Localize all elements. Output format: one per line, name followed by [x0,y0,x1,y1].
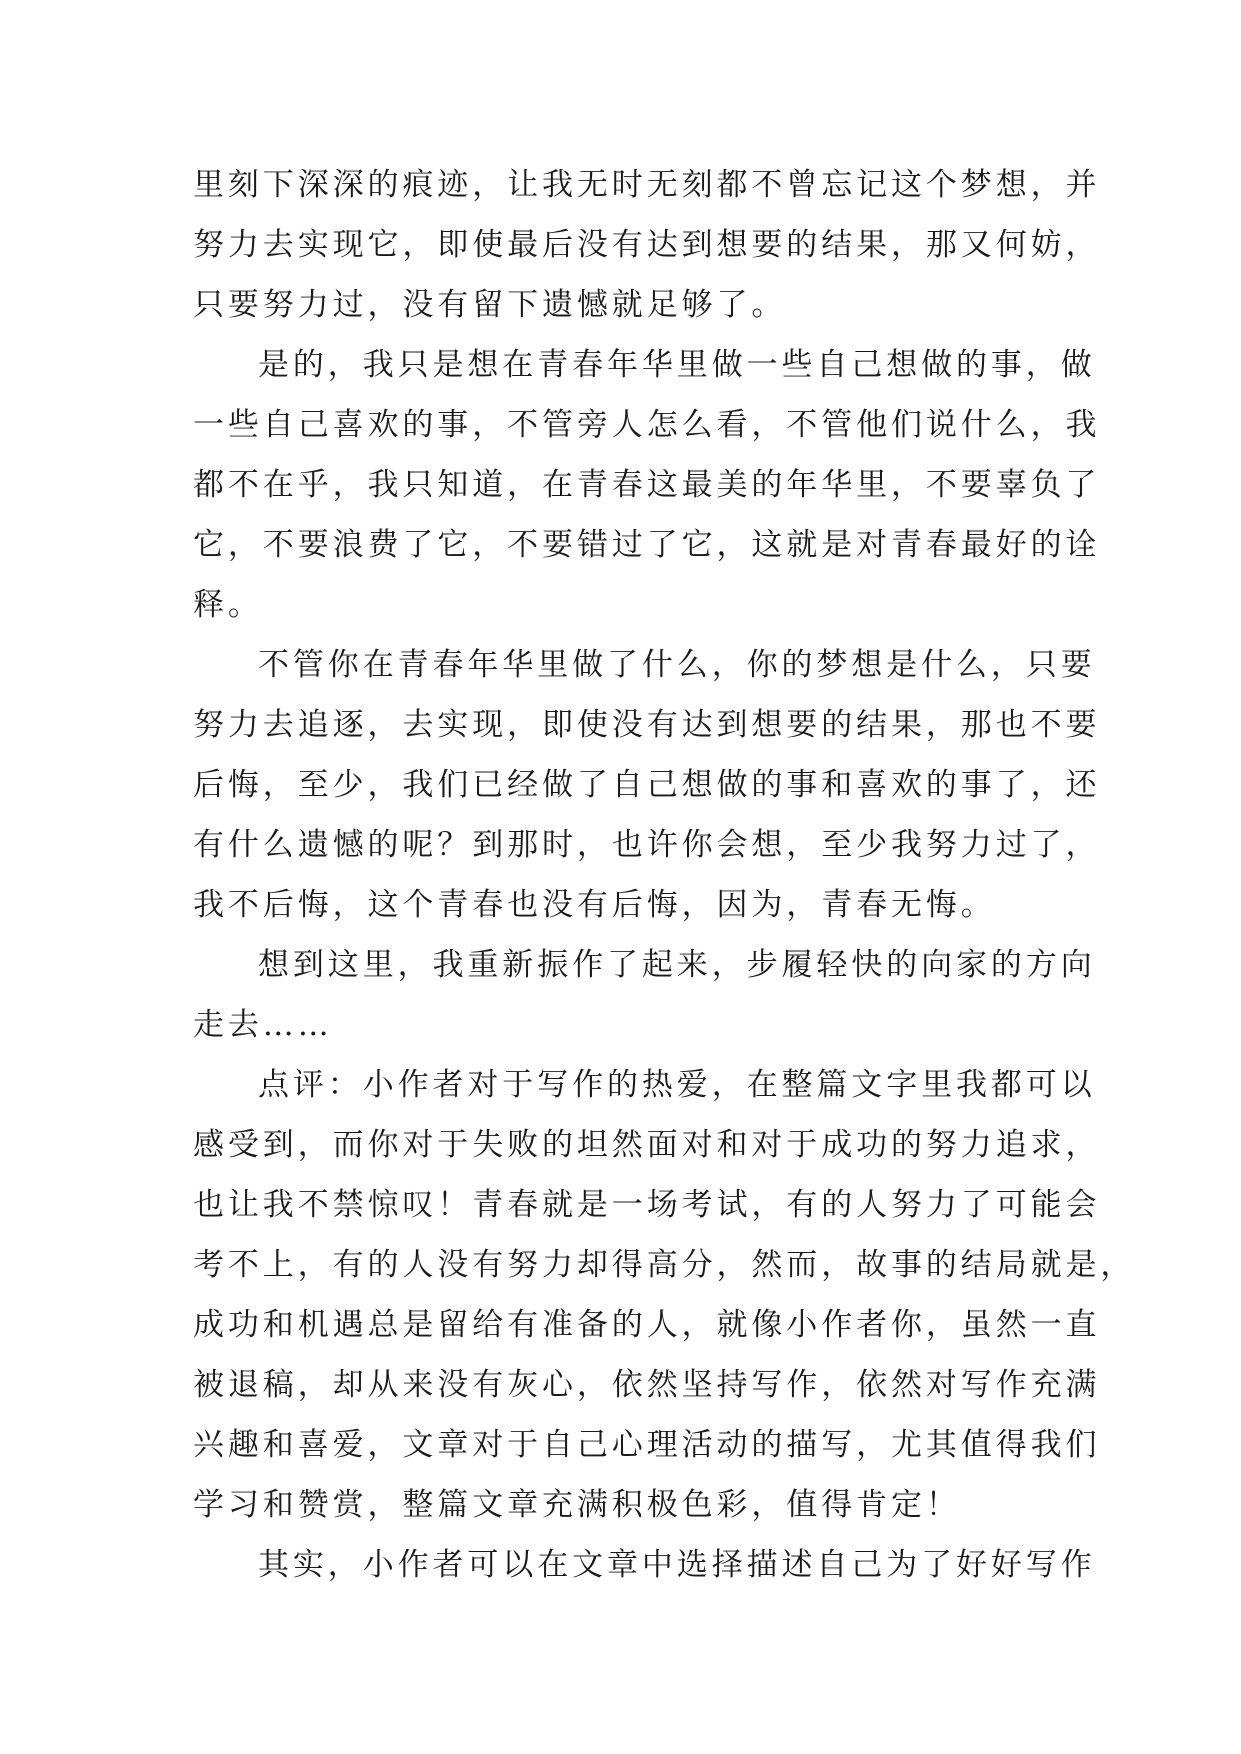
paragraph-start-line: 点评：小作者对于写作的热爱，在整篇文字里我都可以 [258,1067,1096,1103]
text-line: 只要努力过，没有留下遗憾就足够了。 [193,287,787,323]
text-line: 都不在乎，我只知道，在青春这最美的年华里，不要辜负了 [193,467,1101,503]
text-line: 努力去追逐，去实现，即使没有达到想要的结果，那也不要 [193,707,1101,743]
text-line: 释。 [193,587,263,623]
text-line: 被退稿，却从来没有灰心，依然坚持写作，依然对写作充满 [193,1367,1101,1403]
text-line: 有什么遗憾的呢？到那时，也许你会想，至少我努力过了， [193,827,1101,863]
text-line: 它，不要浪费了它，不要错过了它，这就是对青春最好的诠 [193,527,1101,563]
paragraph-start-line: 想到这里，我重新振作了起来，步履轻快的向家的方向 [258,947,1096,983]
paragraph-start-line: 其实，小作者可以在文章中选择描述自己为了好好写作 [258,1547,1096,1583]
text-line: 走去…… [193,1007,333,1043]
text-line: 努力去实现它，即使最后没有达到想要的结果，那又何妨， [193,227,1101,263]
text-line: 考不上，有的人没有努力却得高分，然而，故事的结局就是， [193,1247,1136,1283]
text-line: 兴趣和喜爱，文章对于自己心理活动的描写，尤其值得我们 [193,1427,1101,1463]
paragraph-start-line: 是的，我只是想在青春年华里做一些自己想做的事，做 [258,347,1096,383]
text-line: 一些自己喜欢的事，不管旁人怎么看，不管他们说什么，我 [193,407,1101,443]
text-line: 成功和机遇总是留给有准备的人，就像小作者你，虽然一直 [193,1307,1101,1343]
text-line: 学习和赞赏，整篇文章充满积极色彩，值得肯定！ [193,1487,961,1523]
paragraph-start-line: 不管你在青春年华里做了什么，你的梦想是什么，只要 [258,647,1096,683]
text-line: 也让我不禁惊叹！青春就是一场考试，有的人努力了可能会 [193,1187,1101,1223]
text-line: 感受到，而你对于失败的坦然面对和对于成功的努力追求， [193,1127,1101,1163]
text-line: 里刻下深深的痕迹，让我无时无刻都不曾忘记这个梦想，并 [193,167,1101,203]
text-line: 我不后悔，这个青春也没有后悔，因为，青春无悔。 [193,887,996,923]
text-line: 后悔，至少，我们已经做了自己想做的事和喜欢的事了，还 [193,767,1101,803]
